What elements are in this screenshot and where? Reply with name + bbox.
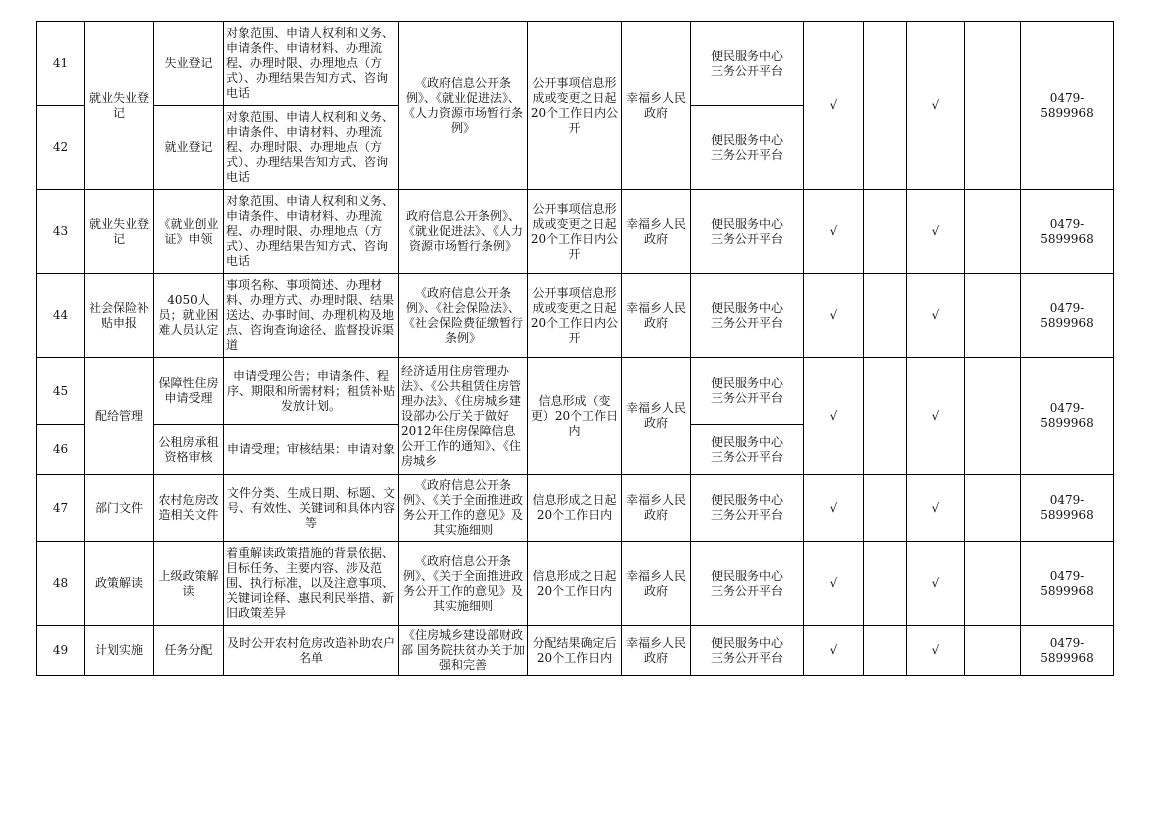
- phone-cell: 0479-5899968: [1021, 274, 1114, 358]
- channel-platform: 三务公开平台: [710, 63, 783, 78]
- channel-platform: 三务公开平台: [710, 315, 783, 330]
- item-cell: 失业登记: [154, 22, 224, 106]
- empty-cell: [864, 274, 907, 358]
- phone-cell: 0479-5899968: [1021, 475, 1114, 542]
- subject-cell: 幸福乡人民政府: [622, 22, 691, 190]
- check-mark-2: √: [907, 190, 965, 274]
- check-mark-2: √: [907, 358, 965, 475]
- check-mark-1: √: [804, 274, 864, 358]
- item-cell: 公租房承租资格审核: [154, 425, 224, 475]
- phone-cell: 0479-5899968: [1021, 22, 1114, 190]
- category-cell: 就业失业登记: [85, 22, 154, 190]
- row-number: 43: [37, 190, 85, 274]
- row-number: 48: [37, 542, 85, 626]
- basis-cell: 《政府信息公开条例》、《就业促进法》、《人力资源市场暂行条例》: [399, 22, 528, 190]
- basis-cell: 《政府信息公开条例》、《社会保险法》、《社会保险费征缴暂行条例》: [399, 274, 528, 358]
- content-cell: 对象范围、申请人权利和义务、申请条件、申请材料、办理流程、办理时限、办理地点（方式）、办理结果告知方式、咨询电话: [224, 190, 399, 274]
- phone-cell: 0479-5899968: [1021, 542, 1114, 626]
- check-mark-1: √: [804, 626, 864, 676]
- time-limit-cell: 公开事项信息形成或变更之日起20个工作日内公开: [528, 22, 622, 190]
- category-cell: 部门文件: [85, 475, 154, 542]
- channel-service-center: 便民服务中心: [710, 300, 783, 315]
- table-row: [37, 274, 1114, 358]
- channel-cell: [691, 106, 804, 190]
- channel-cell: [691, 626, 804, 676]
- channel-service-center: 便民服务中心: [710, 216, 783, 231]
- item-cell: 就业登记: [154, 106, 224, 190]
- category-cell: 政策解读: [85, 542, 154, 626]
- check-mark-2: √: [907, 22, 965, 190]
- empty-cell: [965, 274, 1021, 358]
- empty-cell: [864, 626, 907, 676]
- channel-service-center: 便民服务中心: [710, 376, 783, 390]
- time-limit-cell: 分配结果确定后20个工作日内: [528, 626, 622, 676]
- empty-cell: [965, 190, 1021, 274]
- row-number: 46: [37, 425, 85, 475]
- channel-cell: [691, 274, 804, 358]
- check-mark-2: √: [907, 274, 965, 358]
- basis-cell: 《政府信息公开条例》、《关于全面推进政务公开工作的意见》及其实施细则: [399, 542, 528, 626]
- check-mark-2: √: [907, 542, 965, 626]
- empty-cell: [864, 190, 907, 274]
- item-cell: 任务分配: [154, 626, 224, 676]
- empty-cell: [864, 22, 907, 190]
- subject-cell: 幸福乡人民政府: [622, 358, 691, 475]
- subject-cell: 幸福乡人民政府: [622, 475, 691, 542]
- category-cell: 计划实施: [85, 626, 154, 676]
- subject-cell: 幸福乡人民政府: [622, 274, 691, 358]
- row-number: 44: [37, 274, 85, 358]
- row-number: 42: [37, 106, 85, 190]
- category-cell: 就业失业登记: [85, 190, 154, 274]
- item-cell: 农村危房改造相关文件: [154, 475, 224, 542]
- channel-platform: 三务公开平台: [710, 508, 783, 522]
- channel-service-center: 便民服务中心: [710, 568, 783, 583]
- phone-cell: 0479-5899968: [1021, 626, 1114, 676]
- item-cell: 《就业创业证》申领: [154, 190, 224, 274]
- item-cell: 4050人员；就业困难人员认定: [154, 274, 224, 358]
- channel-platform: 三务公开平台: [710, 650, 783, 665]
- category-cell: 社会保险补贴申报: [85, 274, 154, 358]
- check-mark-1: √: [804, 475, 864, 542]
- check-mark-1: √: [804, 358, 864, 475]
- basis-cell: 经济适用住房管理办法》、《公共租赁住房管理办法》、《住房城乡建设部办公厅关于做好2012年住房保障信息公开工作的通知》、《住房城乡: [399, 358, 528, 475]
- item-cell: 保障性住房申请受理: [154, 358, 224, 425]
- basis-cell: 《政府信息公开条例》、《关于全面推进政务公开工作的意见》及其实施细则: [399, 475, 528, 542]
- channel-cell: [691, 475, 804, 542]
- time-limit-cell: 信息形成之日起20个工作日内: [528, 475, 622, 542]
- check-mark-2: √: [907, 475, 965, 542]
- category-cell: 配给管理: [85, 358, 154, 475]
- basis-cell: 《住房城乡建设部财政部 国务院扶贫办关于加强和完善: [399, 626, 528, 676]
- channel-platform: 三务公开平台: [710, 231, 783, 246]
- row-number: 47: [37, 475, 85, 542]
- channel-cell: [691, 425, 804, 475]
- channel-cell: [691, 542, 804, 626]
- channel-cell: [691, 190, 804, 274]
- row-number: 45: [37, 358, 85, 425]
- content-cell: 事项名称、事项简述、办理材料、办理方式、办理时限、结果送达、办事时间、办理机构及地点、咨询查询途径、监督投诉渠道: [224, 274, 399, 358]
- subject-cell: 幸福乡人民政府: [622, 626, 691, 676]
- check-mark-1: √: [804, 190, 864, 274]
- basis-cell: 政府信息公开条例》、《就业促进法》、《人力资源市场暂行条例》: [399, 190, 528, 274]
- content-cell: 申请受理；审核结果：申请对象: [224, 425, 399, 475]
- channel-service-center: 便民服务中心: [710, 48, 783, 63]
- channel-platform: 三务公开平台: [710, 147, 783, 162]
- table-row: [37, 542, 1114, 626]
- content-cell: 对象范围、申请人权利和义务、申请条件、申请材料、办理流程、办理时限、办理地点（方式）、办理结果告知方式、咨询电话: [224, 22, 399, 106]
- row-number: 49: [37, 626, 85, 676]
- channel-service-center: 便民服务中心: [710, 132, 783, 147]
- empty-cell: [965, 475, 1021, 542]
- channel-platform: 三务公开平台: [710, 583, 783, 598]
- table-row: [37, 358, 1114, 425]
- content-cell: 申请受理公告；申请条件、程序、期限和所需材料；租赁补贴发放计划。: [224, 358, 399, 425]
- empty-cell: [965, 626, 1021, 676]
- channel-platform: 三务公开平台: [710, 391, 783, 405]
- check-mark-2: √: [907, 626, 965, 676]
- channel-service-center: 便民服务中心: [710, 493, 783, 507]
- phone-cell: 0479-5899968: [1021, 190, 1114, 274]
- time-limit-cell: 公开事项信息形成或变更之日起20个工作日内公开: [528, 274, 622, 358]
- row-number: 41: [37, 22, 85, 106]
- channel-cell: [691, 358, 804, 425]
- channel-service-center: 便民服务中心: [710, 434, 783, 449]
- content-cell: 文件分类、生成日期、标题、文号、有效性、关键词和具体内容等: [224, 475, 399, 542]
- empty-cell: [965, 22, 1021, 190]
- content-cell: 及时公开农村危房改造补助农户名单: [224, 626, 399, 676]
- check-mark-1: √: [804, 22, 864, 190]
- table-row: [37, 475, 1114, 542]
- empty-cell: [864, 542, 907, 626]
- empty-cell: [864, 475, 907, 542]
- empty-cell: [864, 358, 907, 475]
- item-cell: 上级政策解读: [154, 542, 224, 626]
- content-cell: 着重解读政策措施的背景依据、目标任务、主要内容、涉及范围、执行标准，以及注意事项、关键词诠释、惠民利民举措、新旧政策差异: [224, 542, 399, 626]
- subject-cell: 幸福乡人民政府: [622, 190, 691, 274]
- subject-cell: 幸福乡人民政府: [622, 542, 691, 626]
- check-mark-1: √: [804, 542, 864, 626]
- table-row: [37, 22, 1114, 106]
- time-limit-cell: 信息形成之日起20个工作日内: [528, 542, 622, 626]
- table-row: [37, 190, 1114, 274]
- empty-cell: [965, 358, 1021, 475]
- channel-cell: [691, 22, 804, 106]
- channel-platform: 三务公开平台: [710, 449, 783, 464]
- phone-cell: 0479-5899968: [1021, 358, 1114, 475]
- content-cell: 对象范围、申请人权利和义务、申请条件、申请材料、办理流程、办理时限、办理地点（方式）、办理结果告知方式、咨询电话: [224, 106, 399, 190]
- table-row: [37, 626, 1114, 676]
- empty-cell: [965, 542, 1021, 626]
- time-limit-cell: 信息形成（变更）20个工作日内: [528, 358, 622, 475]
- channel-service-center: 便民服务中心: [710, 635, 783, 650]
- time-limit-cell: 公开事项信息形成或变更之日起20个工作日内公开: [528, 190, 622, 274]
- disclosure-table: [36, 21, 1114, 676]
